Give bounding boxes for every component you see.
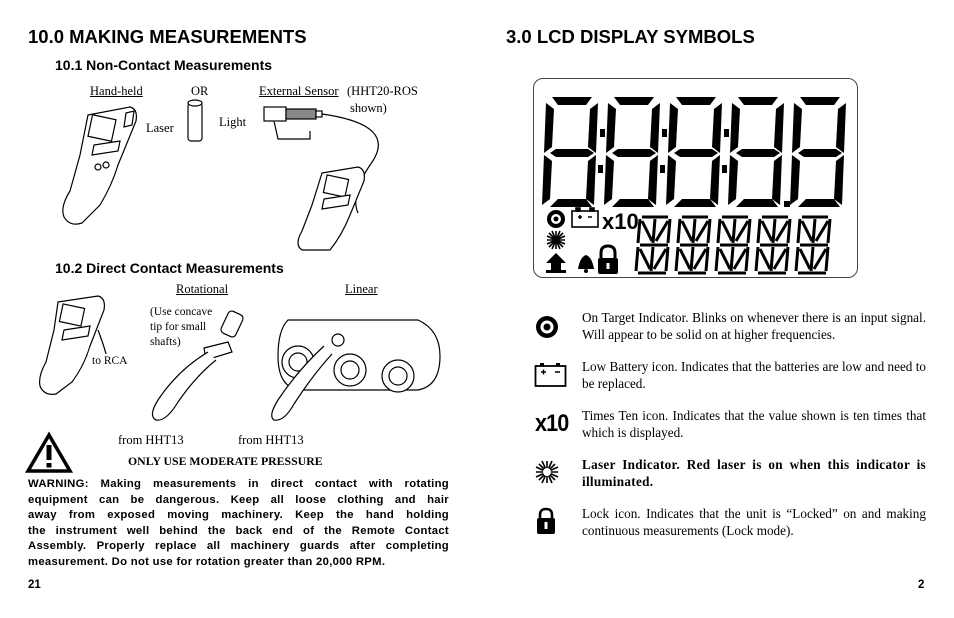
pressure-note: ONLY USE MODERATE PRESSURE [128,454,323,468]
label-laser: Laser [146,121,174,135]
warning-paragraph [28,477,449,571]
on-target-icon [535,315,561,341]
label-linear: Linear [345,282,378,296]
lcd-bell-icon [578,255,594,273]
warning-line: Assembly. Properly replace all machinery guards after completing [28,540,449,553]
direct-contact-illustration [28,290,448,430]
left-page-number: 21 [28,579,41,591]
lcd-digits [534,79,857,277]
lcd-arrow-icon [546,253,566,273]
lcd-laser-icon [547,231,565,249]
label-external-sensor: External Sensor [259,84,339,98]
label-rotational: Rotational [176,282,229,296]
warning-line: away from exposed moving machinery. Keep the hand holding [28,509,449,522]
warning-triangle-icon [26,433,72,473]
label-to-rca: to RCA [92,355,128,367]
x10-icon: x10 [535,410,569,437]
lcd-battery-icon [572,208,598,227]
label-model-line1: (HHT20-ROS [347,84,418,98]
right-page-number: 2 [918,579,925,591]
label-model-line2: shown) [350,101,387,115]
lcd-display [533,78,858,278]
non-contact-illustration [40,95,460,250]
warning-line: the instrument well behind the back end of the Remote Contact [28,524,449,537]
label-concave-2: tip for small [150,321,207,333]
warning-line: measurement. Do not use for rotation greater than 20,000 RPM. [28,555,386,568]
symbol-desc-x10: Times Ten icon. Indicates that the value shown is ten times that which is displayed. [582,408,926,440]
symbol-desc-battery: Low Battery icon. Indicates that the batteries are low and need to be replaced. [582,359,926,391]
lcd-lock-icon [598,246,618,274]
label-from-hht13-2: from HHT13 [238,433,304,447]
lcd-on-target-icon [547,210,565,228]
right-page-title: 3.0 LCD DISPLAY SYMBOLS [506,26,755,47]
section-direct-contact-title: 10.2 Direct Contact Measurements [55,260,284,276]
label-hand-held: Hand-held [90,84,143,98]
symbol-desc-on-target: On Target Indicator. Blinks on whenever there is an input signal. Will appear to be solid on at higher frequencies. [582,310,926,342]
left-page-title: 10.0 MAKING MEASUREMENTS [28,26,307,47]
label-concave-1: (Use concave [150,306,213,318]
lcd-x10-icon: x10 [602,209,639,234]
label-concave-3: shafts) [150,336,181,348]
warning-line: WARNING: Making measurements in direct contact with rotating [28,478,449,490]
label-light: Light [219,115,247,129]
battery-icon [534,362,568,388]
warning-line: equipment can be dangerous. Keep all loose clothing and hair [28,493,449,506]
symbol-desc-laser: Laser Indicator. Red laser is on when this indicator is illuminated. [582,457,926,489]
label-or: OR [191,84,209,98]
lcd-alpha-segments [636,217,830,273]
laser-icon [536,461,558,483]
section-non-contact-title: 10.1 Non-Contact Measurements [55,57,273,73]
lock-icon [536,507,556,535]
symbol-desc-lock: Lock icon. Indicates that the unit is “Locked” on and making continuous measurements (Lock mode). [582,506,926,538]
label-from-hht13-1: from HHT13 [118,433,184,447]
